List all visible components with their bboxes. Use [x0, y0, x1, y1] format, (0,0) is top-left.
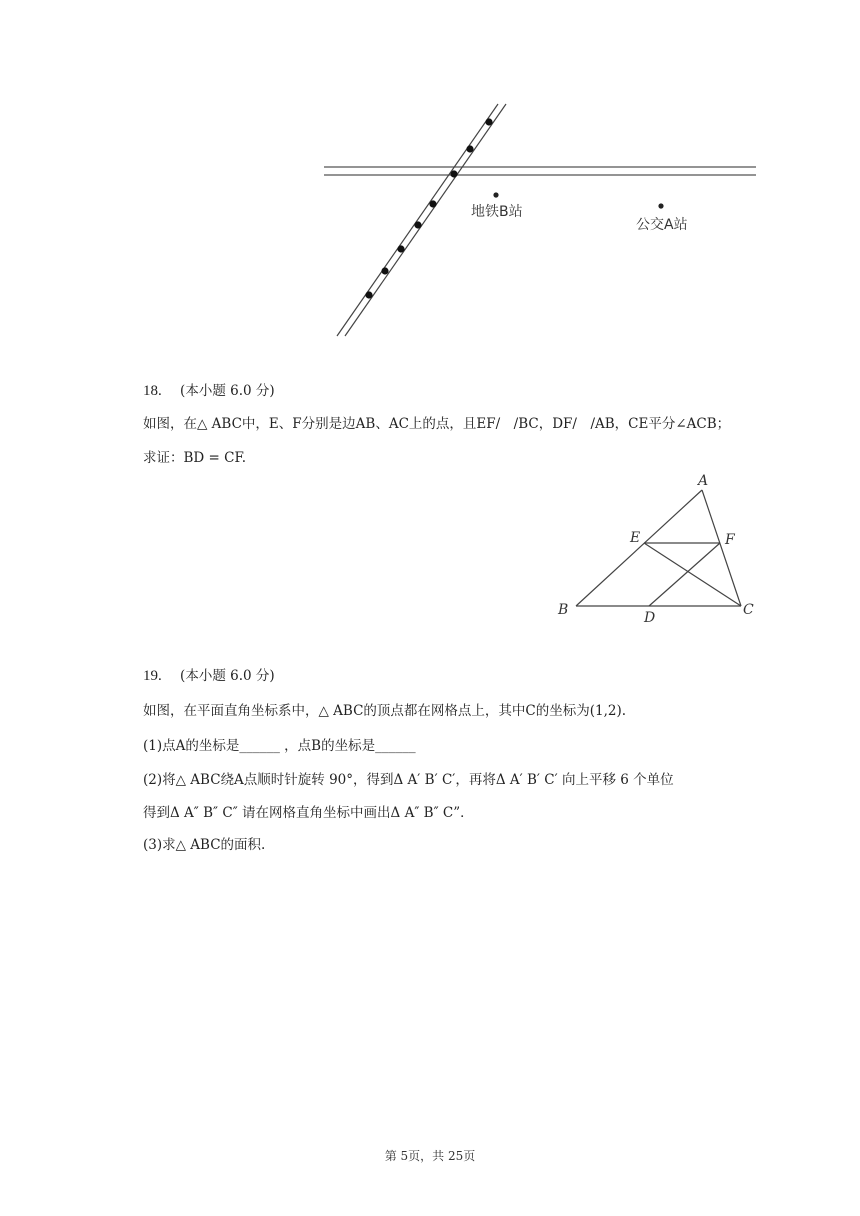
rail-line-left: [337, 104, 498, 336]
rail-dot: [466, 145, 473, 152]
rail-dot: [381, 267, 388, 274]
label-D: D: [644, 610, 656, 626]
station-a-point: [658, 203, 663, 208]
rail-dot: [397, 245, 404, 252]
q19-line-5: (3)求△ ABC的面积.: [143, 837, 266, 853]
q19-line-1: 如图，在平面直角坐标系中，△ ABC的顶点都在网格点上，其中C的坐标为(1,2).: [143, 703, 627, 719]
q19-header: [143, 666, 275, 686]
q19-line-4: 得到Δ A″ B″ C″ 请在网格直角坐标中画出Δ A″ B″ C”．: [143, 805, 474, 821]
station-b-point: [493, 192, 498, 197]
q18-header: [143, 381, 275, 401]
segment-AB: [576, 490, 702, 606]
segment-EC: [644, 543, 741, 606]
rail-dot: [414, 221, 421, 228]
label-E: E: [630, 530, 641, 546]
station-a-label: 公交A站: [636, 217, 688, 233]
rail-line-right: [345, 104, 506, 336]
q19-line-2: (1)点A的坐标是______ ，点B的坐标是______: [143, 738, 416, 754]
rail-dot: [429, 200, 436, 207]
triangle-figure: [552, 470, 767, 630]
q18-line-2: 求证：BD = CF.: [143, 450, 247, 466]
page-footer: 第 5页，共 25页: [384, 1149, 476, 1163]
label-F: F: [725, 532, 735, 548]
label-B: B: [558, 602, 569, 618]
map-figure: [320, 100, 760, 340]
rail-dot: [365, 291, 372, 298]
q19-meta: (本小题 6.0 分): [180, 668, 275, 684]
q18-number: 18.: [143, 383, 162, 399]
rail-dot: [450, 170, 457, 177]
q19-number: 19.: [143, 668, 162, 684]
label-C: C: [743, 602, 754, 618]
label-A: A: [698, 473, 709, 489]
station-b-label: 地铁B站: [471, 204, 523, 220]
q18-line-1: 如图，在△ ABC中，E、F分别是边AB、AC上的点，且EF/ /BC，DF/ /AB，CE平分∠ACB；: [143, 416, 731, 432]
segment-AC: [702, 490, 741, 606]
q18-meta: (本小题 6.0 分): [180, 383, 275, 399]
q19-line-3: (2)将△ ABC绕A点顺时针旋转 90°，得到Δ A′ B′ C′，再将Δ A′ B′ C′ 向上平移 6 个单位: [143, 772, 674, 788]
rail-dot: [485, 118, 492, 125]
